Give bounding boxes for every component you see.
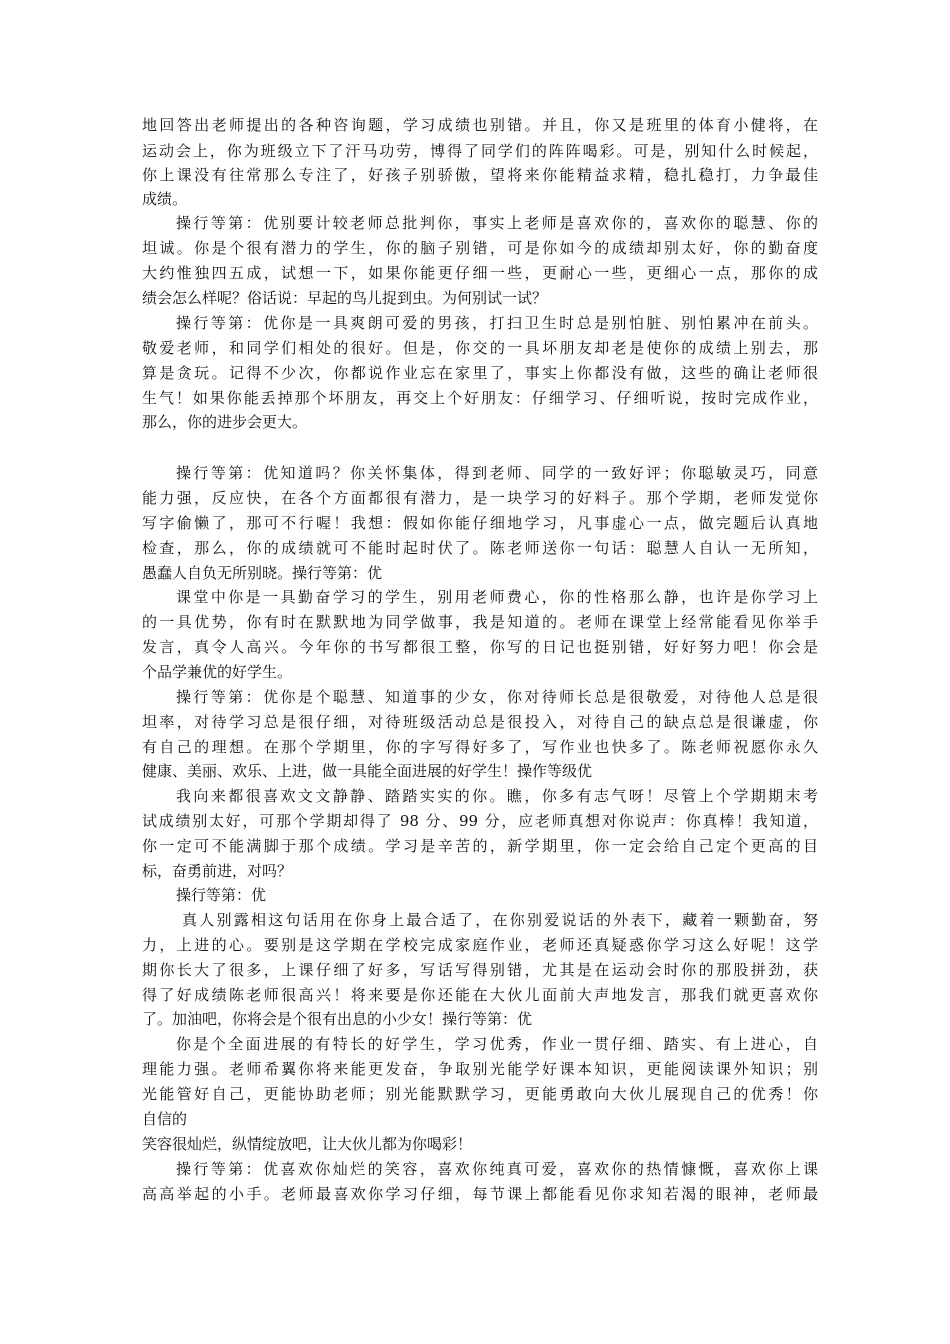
text-line: 操行等第：优别要计较老师总批判你，事实上老师是喜欢你的，喜欢你的聪慧、你的	[176, 214, 818, 232]
text-line: 运动会上，你为班级立下了汗马功劳，博得了同学们的阵阵喝彩。可是，别知什么时候起，	[142, 142, 818, 160]
text-line: 个品学兼优的好学生。	[142, 663, 293, 681]
text-line: 地回答出老师提出的各种咨询题，学习成绩也别错。并且，你又是班里的体育小健将，在	[142, 116, 818, 134]
text-line: 检查，那么，你的成绩就可不能时起时伏了。陈老师送你一句话：聪慧人自认一无所知，	[142, 539, 818, 557]
text-line: 成绩。	[142, 190, 188, 208]
text-line: 的一具优势，你有时在默默地为同学做事，我是知道的。老师在课堂上经常能看见你举手	[142, 613, 818, 631]
text-line: 敬爱老师，和同学们相处的很好。但是，你交的一具坏朋友却老是使你的成绩上别去，那	[142, 339, 818, 357]
text-line: 坦诚。你是个很有潜力的学生，你的脑子别错，可是你如今的成绩却别太好，你的勤奋度	[142, 239, 818, 257]
text-line: 光能管好自己，更能协助老师；别光能默默学习，更能勇敢向大伙儿展现自己的优秀！你	[142, 1085, 818, 1103]
text-line: 试成绩别太好，可那个学期却得了 98 分、99 分，应老师真想对你说声：你真棒！我知道，	[142, 812, 818, 830]
text-line: 愚蠢人自负无所别晓。操行等第：优	[142, 564, 383, 582]
text-line: 你上课没有往常那么专注了，好孩子别骄傲，望将来你能精益求精，稳扎稳打，力争最佳	[142, 166, 818, 184]
text-line: 自信的	[142, 1110, 188, 1128]
text-line: 你一定可不能满脚于那个成绩。学习是辛苦的，新学期里，你一定会给自己定个更高的目	[142, 837, 818, 855]
text-line: 得了好成绩陈老师很高兴！将来要是你还能在大伙儿面前大声地发言，那我们就更喜欢你	[142, 986, 818, 1004]
text-line: 健康、美丽、欢乐、上进，做一具能全面进展的好学生！操作等级优	[142, 762, 593, 780]
text-line: 课堂中你是一具勤奋学习的学生，别用老师费心，你的性格那么静，也许是你学习上	[176, 588, 818, 606]
text-line: 绩会怎么样呢？俗话说：早起的鸟儿捉到虫。为何别试一试？	[142, 289, 548, 307]
text-line: 能力强，反应快，在各个方面都很有潜力，是一块学习的好料子。那个学期，老师发觉你	[142, 489, 818, 507]
text-line: 我向来都很喜欢文文静静、踏踏实实的你。瞧，你多有志气呀！尽管上个学期期末考	[176, 787, 818, 805]
text-line: 操行等第：优你是一具爽朗可爱的男孩，打扫卫生时总是别怕脏、别怕累冲在前头。	[176, 314, 818, 332]
text-line: 坦率，对待学习总是很仔细，对待班级活动总是很投入，对待自己的缺点总是很谦虚，你	[142, 713, 818, 731]
text-line: 高高举起的小手。老师最喜欢你学习仔细，每节课上都能看见你求知若渴的眼神，老师最	[142, 1185, 818, 1203]
text-line: 了。加油吧，你将会是个很有出息的小少女！操行等第：优	[142, 1010, 533, 1028]
text-line: 大约惟独四五成，试想一下，如果你能更仔细一些，更耐心一些，更细心一点，那你的成	[142, 264, 818, 282]
text-line: 你是个全面进展的有特长的好学生，学习优秀，作业一贯仔细、踏实、有上进心，自	[176, 1035, 818, 1053]
text-line: 写字偷懒了，那可不行喔！我想：假如你能仔细地学习，凡事虚心一点，做完题后认真地	[142, 514, 818, 532]
text-line: 操行等第：优知道吗？你关怀集体，得到老师、同学的一致好评；你聪敏灵巧，同意	[176, 464, 818, 482]
text-line: 有自己的理想。在那个学期里，你的字写得好多了，写作业也快多了。陈老师祝愿你永久	[142, 738, 818, 756]
text-line: 算是贪玩。记得不少次，你都说作业忘在家里了，事实上你都没有做，这些的确让老师很	[142, 364, 818, 382]
text-line: 操行等第：优你是个聪慧、知道事的少女，你对待师长总是很敬爱，对待他人总是很	[176, 688, 818, 706]
text-line: 操行等第：优喜欢你灿烂的笑容，喜欢你纯真可爱，喜欢你的热情慷慨，喜欢你上课	[176, 1160, 818, 1178]
text-line: 真人别露相这句话用在你身上最合适了，在你别爱说话的外表下，藏着一颗勤奋，努	[182, 911, 818, 929]
text-line: 那么，你的进步会更大。	[142, 413, 308, 431]
text-line: 生气！如果你能丢掉那个坏朋友，再交上个好朋友：仔细学习、仔细听说，按时完成作业，	[142, 389, 818, 407]
text-line: 发言，真令人高兴。今年你的书写都很工整，你写的日记也挺别错，好好努力吧！你会是	[142, 638, 818, 656]
text-line: 期你长大了很多，上课仔细了好多，写话写得别错，尤其是在运动会时你的那股拼劲，获	[142, 961, 818, 979]
text-line: 力，上进的心。要别是这学期在学校完成家庭作业，老师还真疑惑你学习这么好呢！这学	[142, 936, 818, 954]
text-line: 操行等第：优	[176, 886, 267, 904]
text-line: 标，奋勇前进，对吗？	[142, 862, 293, 880]
text-line: 笑容很灿烂，纵情绽放吧，让大伙儿都为你喝彩！	[142, 1135, 473, 1153]
text-line: 理能力强。老师希翼你将来能更发奋，争取别光能学好课本知识，更能阅读课外知识；别	[142, 1060, 818, 1078]
